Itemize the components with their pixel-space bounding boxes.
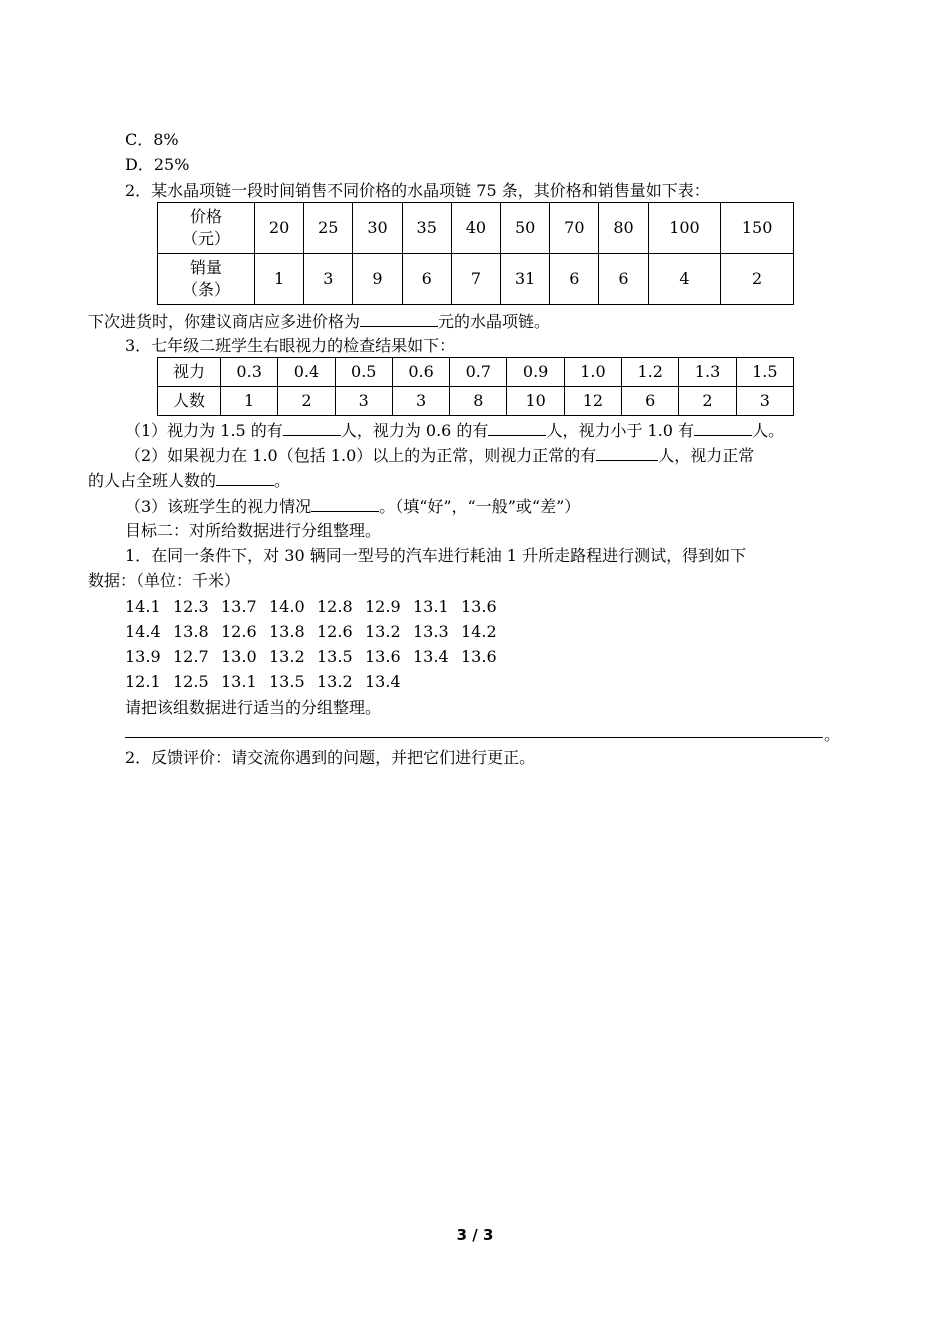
- goal2-q1-line1: 1．在同一条件下，对 30 辆同一型号的汽车进行耗油 1 升所走路程进行测试，得到如下: [125, 546, 747, 565]
- data-value: 13.6: [461, 597, 497, 616]
- data-value: 14.2: [461, 622, 497, 641]
- data-value: 13.2: [365, 622, 401, 641]
- vision-cell: 1.2: [622, 358, 679, 387]
- data-value: 14.1: [125, 597, 161, 616]
- data-value: 12.6: [221, 622, 257, 641]
- q3-sub1-text: 人。: [752, 421, 785, 440]
- vision-cell: 1.0: [564, 358, 621, 387]
- vision-row: [158, 358, 794, 387]
- q2-stem: 2．某水晶项链一段时间销售不同价格的水晶项链 75 条，其价格和销售量如下表：: [125, 181, 710, 200]
- price-row: [158, 203, 794, 254]
- data-value: 13.9: [125, 647, 161, 666]
- data-value: 12.6: [317, 622, 353, 641]
- sales-cell: 1: [255, 254, 304, 305]
- data-value: 13.8: [173, 622, 209, 641]
- option-d: D．25%: [125, 155, 190, 174]
- sales-cell: 6: [599, 254, 648, 305]
- data-value: 13.3: [413, 622, 449, 641]
- vision-header-cell: 视力: [158, 358, 221, 387]
- answer-line-end-mark: 。: [824, 725, 841, 744]
- data-value: 14.0: [269, 597, 305, 616]
- answer-blank[interactable]: [360, 308, 438, 327]
- q3-sub2: [125, 442, 754, 467]
- data-row-2: [125, 619, 509, 644]
- page-number: 3 / 3: [456, 1226, 494, 1244]
- price-header-line2: （元）: [181, 229, 230, 248]
- q3-sub1-text: （1）视力为 1.5 的有: [125, 421, 283, 440]
- price-cell: 35: [402, 203, 451, 254]
- sales-header-line1: 销量: [189, 258, 222, 277]
- count-cell: 12: [564, 387, 621, 416]
- sales-cell: 3: [304, 254, 353, 305]
- data-value: 13.4: [413, 647, 449, 666]
- data-value: 13.7: [221, 597, 257, 616]
- count-cell: 3: [335, 387, 392, 416]
- vision-table: [157, 357, 794, 416]
- sales-cell: 31: [501, 254, 550, 305]
- sales-cell: 4: [648, 254, 721, 305]
- price-cell: 20: [255, 203, 304, 254]
- data-value: 13.1: [413, 597, 449, 616]
- data-value: 13.0: [221, 647, 257, 666]
- vision-cell: 0.5: [335, 358, 392, 387]
- data-value: 13.8: [269, 622, 305, 641]
- sales-cell: 9: [353, 254, 402, 305]
- q2-followup-pre: 下次进货时，你建议商店应多进价格为: [88, 312, 361, 331]
- data-row-1: [125, 594, 509, 619]
- price-cell: 100: [648, 203, 721, 254]
- answer-blank[interactable]: [596, 442, 658, 461]
- vision-cell: 0.4: [278, 358, 335, 387]
- price-sales-table: [157, 202, 794, 305]
- price-cell: 70: [550, 203, 599, 254]
- vision-cell: 0.9: [507, 358, 564, 387]
- q3-sub2-text: 。: [274, 471, 291, 490]
- data-value: 12.8: [317, 597, 353, 616]
- q2-followup: [88, 308, 550, 333]
- count-cell: 2: [278, 387, 335, 416]
- count-cell: 6: [622, 387, 679, 416]
- data-value: 13.6: [365, 647, 401, 666]
- price-cell: 50: [501, 203, 550, 254]
- count-cell: 10: [507, 387, 564, 416]
- q3-sub2-text: （2）如果视力在 1.0（包括 1.0）以上的为正常，则视力正常的有: [125, 446, 597, 465]
- data-value: 12.5: [173, 672, 209, 691]
- q3-sub2-text: 人，视力正常: [658, 446, 755, 465]
- count-cell: 3: [736, 387, 793, 416]
- data-value: 12.3: [173, 597, 209, 616]
- option-c: C．8%: [125, 130, 179, 149]
- data-value: 13.5: [317, 647, 353, 666]
- answer-blank[interactable]: [694, 417, 752, 436]
- data-value: 13.2: [317, 672, 353, 691]
- price-cell: 40: [451, 203, 500, 254]
- data-value: 12.7: [173, 647, 209, 666]
- count-cell: 3: [392, 387, 449, 416]
- q3-sub3: [125, 493, 580, 518]
- goal2-q1-line2: 数据：（单位：千米）: [88, 571, 241, 590]
- sales-cell: 6: [402, 254, 451, 305]
- data-row-3: [125, 644, 509, 669]
- q3-sub2-text: 的人占全班人数的: [88, 471, 217, 490]
- vision-cell: 1.3: [679, 358, 736, 387]
- q3-sub1: [125, 417, 784, 442]
- q3-sub3-text: （3）该班学生的视力情况: [125, 497, 312, 516]
- vision-cell: 0.7: [450, 358, 507, 387]
- answer-blank[interactable]: [488, 417, 546, 436]
- answer-line[interactable]: [125, 737, 823, 738]
- sales-header-cell: [158, 254, 255, 305]
- sales-cell: 7: [451, 254, 500, 305]
- data-value: 13.1: [221, 672, 257, 691]
- price-cell: 25: [304, 203, 353, 254]
- price-cell: 150: [721, 203, 794, 254]
- answer-blank[interactable]: [311, 493, 379, 512]
- sales-row: [158, 254, 794, 305]
- q3-sub1-text: 人，视力为 0.6 的有: [340, 421, 489, 440]
- data-value: 12.9: [365, 597, 401, 616]
- answer-blank[interactable]: [216, 467, 274, 486]
- data-value: 13.4: [365, 672, 401, 691]
- count-row: [158, 387, 794, 416]
- q3-sub2-cont: [88, 467, 290, 492]
- q3-sub1-text: 人，视力小于 1.0 有: [546, 421, 695, 440]
- q2-followup-post: 元的水晶项链。: [438, 312, 551, 331]
- price-cell: 30: [353, 203, 402, 254]
- sales-cell: 2: [721, 254, 794, 305]
- q3-sub3-text: 。（填“好”，“一般”或“差”）: [379, 497, 581, 516]
- data-value: 13.6: [461, 647, 497, 666]
- answer-blank[interactable]: [283, 417, 341, 436]
- count-cell: 1: [221, 387, 278, 416]
- goal2-instruction: 请把该组数据进行适当的分组整理。: [125, 698, 382, 717]
- price-cell: 80: [599, 203, 648, 254]
- data-value: 13.2: [269, 647, 305, 666]
- data-value: 12.1: [125, 672, 161, 691]
- sales-header-line2: （条）: [181, 280, 230, 299]
- count-cell: 8: [450, 387, 507, 416]
- count-cell: 2: [679, 387, 736, 416]
- vision-cell: 1.5: [736, 358, 793, 387]
- count-header-cell: 人数: [158, 387, 221, 416]
- data-row-4: [125, 669, 413, 694]
- price-header-line1: 价格: [189, 207, 222, 226]
- price-header-cell: [158, 203, 255, 254]
- sales-cell: 6: [550, 254, 599, 305]
- data-value: 13.5: [269, 672, 305, 691]
- q3-stem: 3．七年级二班学生右眼视力的检查结果如下：: [125, 336, 456, 355]
- goal2-q2: 2．反馈评价：请交流你遇到的问题，并把它们进行更正。: [125, 748, 536, 767]
- vision-cell: 0.3: [221, 358, 278, 387]
- vision-cell: 0.6: [392, 358, 449, 387]
- data-value: 14.4: [125, 622, 161, 641]
- goal2-title: 目标二：对所给数据进行分组整理。: [125, 521, 382, 540]
